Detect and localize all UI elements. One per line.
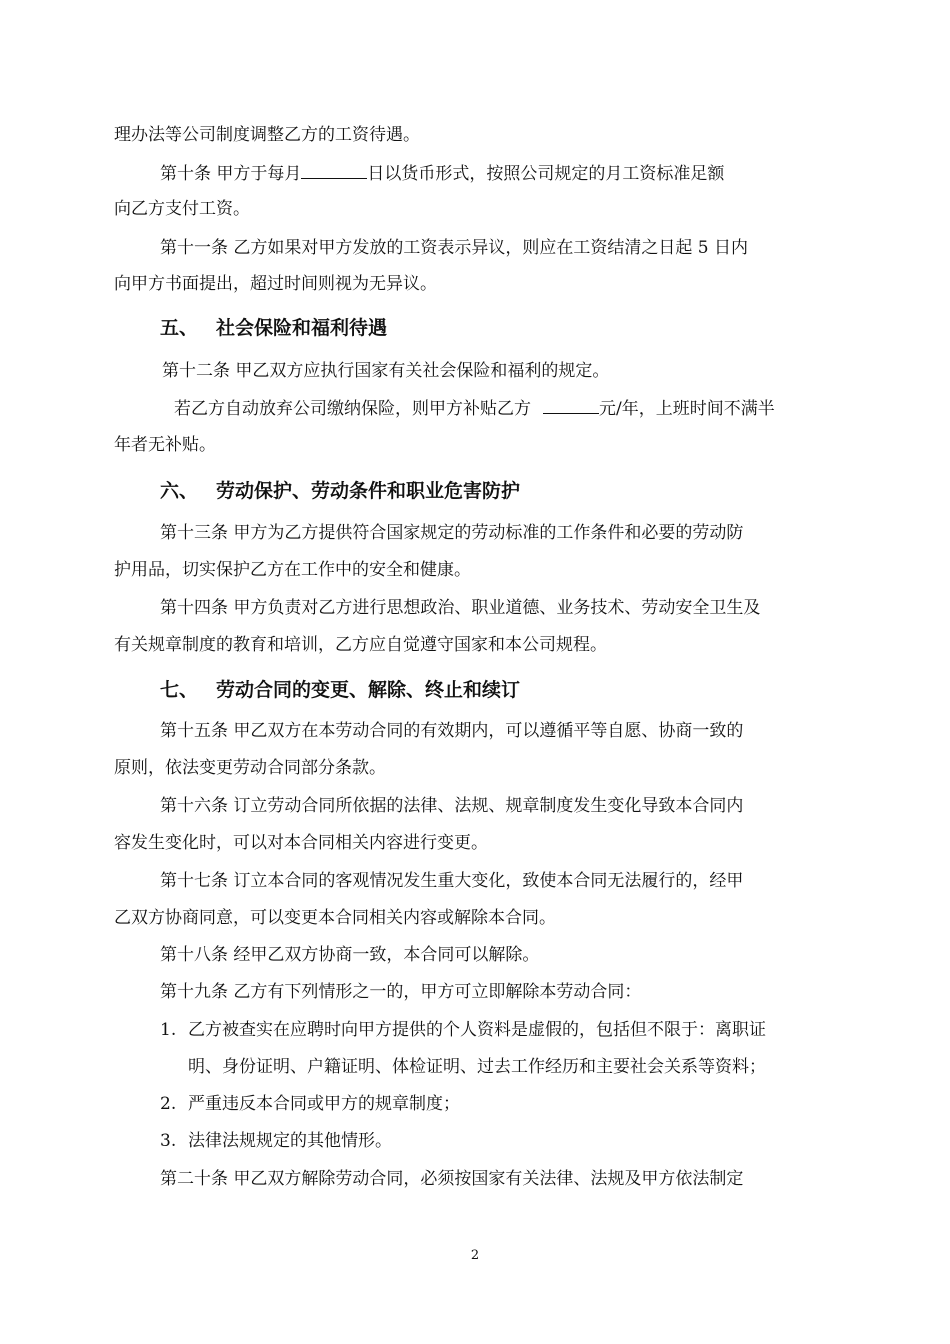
page-number: 2	[470, 1248, 480, 1263]
text-line: 第十八条 经甲乙双方协商一致，本合同可以解除。	[160, 945, 540, 965]
subsidy-amount-blank	[543, 397, 599, 414]
list-item-text: 法律法规规定的其他情形。	[188, 1131, 392, 1151]
text-line: 第十五条 甲乙双方在本劳动合同的有效期内，可以遵循平等自愿、协商一致的	[160, 721, 744, 741]
section-title: 劳动合同的变更、解除、终止和续订	[216, 679, 521, 701]
list-marker: 2.	[160, 1094, 177, 1114]
list-item-text: 明、身份证明、户籍证明、体检证明、过去工作经历和主要社会关系等资料；	[188, 1057, 766, 1077]
section-number: 七、	[160, 679, 199, 701]
payday-blank	[301, 162, 367, 179]
list-item-text: 乙方被查实在应聘时向甲方提供的个人资料是虚假的，包括但不限于：离职证	[188, 1020, 766, 1040]
text-line: 第二十条 甲乙双方解除劳动合同，必须按国家有关法律、法规及甲方依法制定	[160, 1169, 744, 1189]
text-line: 第十九条 乙方有下列情形之一的，甲方可立即解除本劳动合同：	[160, 982, 642, 1002]
list-item-text: 严重违反本合同或甲方的规章制度；	[188, 1094, 460, 1114]
section-title: 社会保险和福利待遇	[216, 317, 388, 339]
text-line: 有关规章制度的教育和培训，乙方应自觉遵守国家和本公司规程。	[114, 635, 607, 655]
list-marker: 1.	[160, 1020, 177, 1040]
text-line: 护用品，切实保护乙方在工作中的安全和健康。	[114, 560, 471, 580]
text-line: 乙双方协商同意，可以变更本合同相关内容或解除本合同。	[114, 908, 556, 928]
text-line: 理办法等公司制度调整乙方的工资待遇。	[114, 125, 420, 145]
article-10-prefix: 第十条 甲方于每月	[160, 164, 302, 184]
text-line: 第十六条 订立劳动合同所依据的法律、法规、规章制度发生变化导致本合同内	[160, 796, 744, 816]
text-line: 年者无补贴。	[114, 435, 216, 455]
text-line: 向甲方书面提出，超过时间则视为无异议。	[114, 274, 437, 294]
list-marker: 3.	[160, 1131, 177, 1151]
section-number: 五、	[160, 317, 199, 339]
text-line: 第十四条 甲方负责对乙方进行思想政治、职业道德、业务技术、劳动安全卫生及	[160, 598, 761, 618]
section-heading-5	[160, 316, 387, 340]
section-heading-7	[160, 678, 520, 702]
article-10-suffix: 日以货币形式，按照公司规定的月工资标准足额	[367, 164, 725, 184]
text-line: 第十一条 乙方如果对甲方发放的工资表示异议，则应在工资结清之日起 5 日内	[160, 238, 749, 258]
subsidy-line	[174, 397, 775, 420]
text-line: 第十三条 甲方为乙方提供符合国家规定的劳动标准的工作条件和必要的劳动防	[160, 523, 744, 543]
subsidy-suffix: 元/年，上班时间不满半	[599, 399, 775, 419]
text-line: 向乙方支付工资。	[114, 199, 250, 219]
section-heading-6	[160, 479, 520, 503]
text-line: 原则，依法变更劳动合同部分条款。	[114, 758, 386, 778]
section-number: 六、	[160, 480, 199, 502]
section-title: 劳动保护、劳动条件和职业危害防护	[216, 480, 521, 502]
text-line: 第十七条 订立本合同的客观情况发生重大变化，致使本合同无法履行的，经甲	[160, 871, 744, 891]
text-line: 第十二条 甲乙双方应执行国家有关社会保险和福利的规定。	[162, 361, 610, 381]
text-line: 容发生变化时，可以对本合同相关内容进行变更。	[114, 833, 488, 853]
article-10-line	[160, 162, 724, 185]
subsidy-prefix: 若乙方自动放弃公司缴纳保险，则甲方补贴乙方	[174, 399, 531, 419]
